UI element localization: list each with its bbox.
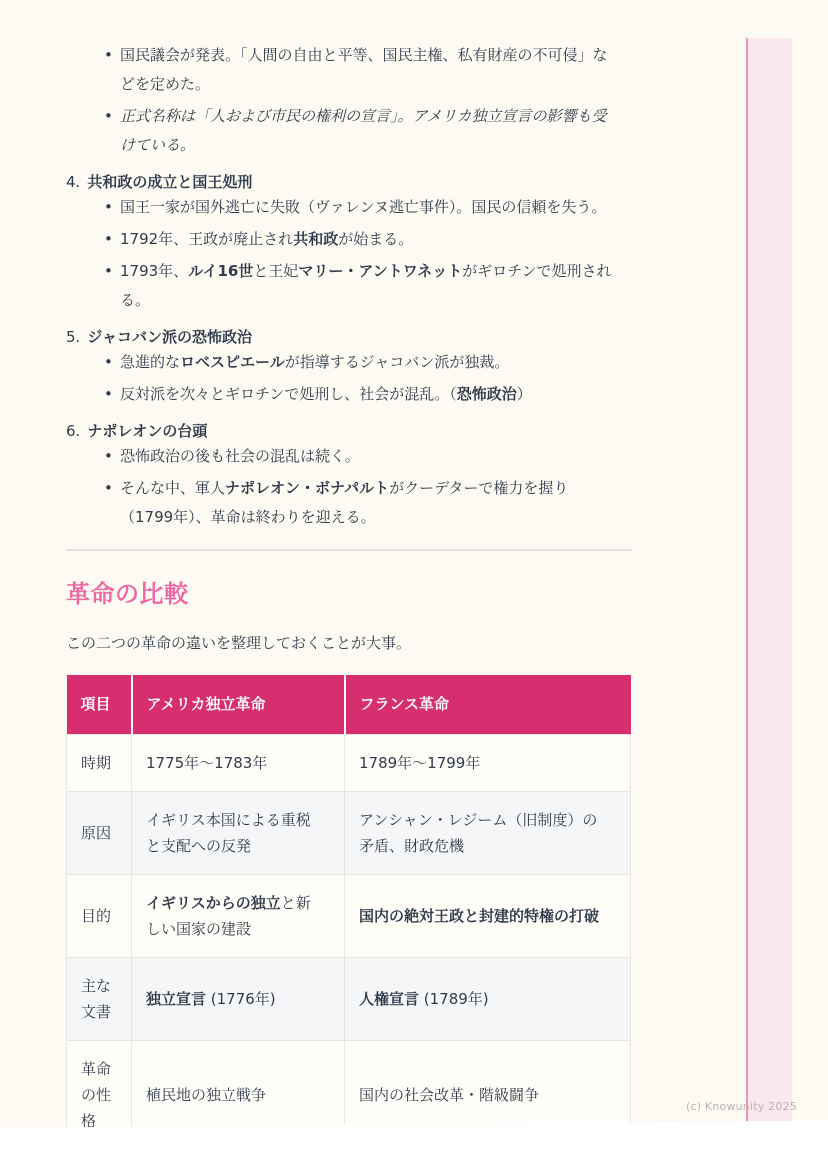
header-cell-american-revolution: アメリカ独立革命 [132, 675, 345, 735]
bold-text-segment: マリー・アントワネット [298, 262, 463, 280]
bold-text-segment: イギリスからの独立 [146, 894, 281, 912]
american-cell [132, 792, 345, 875]
bold-text-segment: ルイ16世 [188, 262, 254, 280]
text-segment: 1792年、王政が廃止され [120, 230, 294, 248]
bold-text-segment: 独立宣言 [146, 990, 207, 1008]
text-segment: 国民議会が発表。「人間の自由と平等、国民主権、私有財産の不可侵」などを定めた。 [120, 46, 608, 93]
french-cell [345, 875, 631, 958]
bold-text-segment: ナポレオン・ボナパルト [225, 479, 390, 497]
row-label: 原因 [67, 792, 132, 875]
text-segment: が指導するジャコバン派が独裁。 [284, 353, 510, 371]
section-number: 6. [66, 422, 81, 440]
text-segment: 反対派を次々とギロチンで処刑し、社会が混乱。（ [120, 385, 457, 403]
text-segment: ） [516, 385, 532, 403]
list-item [120, 474, 612, 532]
french-cell [345, 792, 631, 875]
notebook-margin-strip [746, 38, 792, 1171]
section-bullet-list [66, 193, 632, 315]
bold-text-segment: 共和政 [293, 230, 339, 248]
text-segment: 1775年〜1783年 [146, 754, 268, 772]
list-item [120, 380, 612, 409]
section-title: ジャコバン派の恐怖政治 [87, 328, 253, 346]
list-item [120, 442, 612, 471]
text-segment: が始まる。 [338, 230, 414, 248]
text-segment: 正式名称は「人および市民の権利の宣言」。アメリカ独立宣言の影響も受けている。 [120, 107, 607, 154]
section-5 [66, 323, 632, 409]
comparison-table [66, 675, 631, 1150]
american-cell [132, 735, 345, 792]
list-item [120, 225, 612, 254]
text-segment: 急進的な [120, 353, 181, 371]
text-segment: 植民地の独立戦争 [146, 1086, 267, 1104]
text-segment: (1776年) [206, 990, 276, 1008]
row-label: 時期 [67, 735, 132, 792]
section-title: 共和政の成立と国王処刑 [87, 173, 253, 191]
row-label: 革命の性格 [67, 1041, 132, 1150]
text-segment: と王妃 [253, 262, 299, 280]
list-item [120, 193, 612, 222]
text-segment: 恐怖政治の後も社会の混乱は続く。 [120, 447, 360, 465]
table-row [67, 792, 631, 875]
text-segment: がギロチンで処刑される。 [120, 262, 612, 309]
list-item-italic-note [120, 102, 612, 160]
knowunity-watermark: (c) Knowunity 2025 [686, 1100, 797, 1113]
comparison-heading: 革命の比較 [66, 580, 189, 608]
text-segment: 1789年〜1799年 [359, 754, 481, 772]
table-row [67, 735, 631, 792]
header-cell-french-revolution: フランス革命 [345, 675, 631, 735]
section-6 [66, 417, 632, 532]
bold-text-segment: 国内の絶対王政と封建的特権の打破 [359, 907, 600, 925]
text-segment: 国内の社会改革・階級闘争 [359, 1086, 540, 1104]
text-segment: 国王一家が国外逃亡に失敗（ヴァレンヌ逃亡事件）。国民の信頼を失う。 [120, 198, 607, 216]
section-number: 4. [66, 173, 81, 191]
text-segment: (1789年) [419, 990, 489, 1008]
list-item [120, 257, 612, 315]
header-cell-item: 項目 [67, 675, 132, 735]
section-bullet-list [66, 442, 632, 532]
page-content [66, 0, 632, 1150]
bold-text-segment: 恐怖政治 [456, 385, 517, 403]
section-4 [66, 168, 632, 315]
list-item [120, 348, 612, 377]
american-cell [132, 875, 345, 958]
bold-text-segment: ロベスピエール [180, 353, 285, 371]
section-divider [66, 549, 632, 551]
text-segment: と新しい国家の建設 [146, 894, 311, 938]
section-number: 5. [66, 328, 81, 346]
bold-text-segment: 人権宣言 [359, 990, 420, 1008]
text-segment: そんな中、軍人 [120, 479, 226, 497]
text-segment: アンシャン・レジーム（旧制度）の矛盾、財政危機 [359, 811, 598, 855]
american-cell [132, 958, 345, 1041]
section-title: ナポレオンの台頭 [87, 422, 208, 440]
page-bottom-edge [0, 1120, 828, 1171]
text-segment: がクーデターで権力を握り（1799年）、革命は終わりを迎える。 [120, 479, 569, 526]
text-segment: 1793年、 [120, 262, 189, 280]
table-header-row [67, 675, 631, 735]
row-label: 主な文書 [67, 958, 132, 1041]
comparison-lead-text: この二つの革命の違いを整理しておくことが大事。 [66, 634, 412, 652]
section-bullet-list [66, 348, 632, 409]
intro-bullet-list [66, 41, 632, 160]
table-row [67, 875, 631, 958]
table-row [67, 958, 631, 1041]
list-item [120, 41, 612, 99]
french-cell [345, 958, 631, 1041]
text-segment: イギリス本国による重税と支配への反発 [146, 811, 311, 855]
row-label: 目的 [67, 875, 132, 958]
french-cell [345, 735, 631, 792]
